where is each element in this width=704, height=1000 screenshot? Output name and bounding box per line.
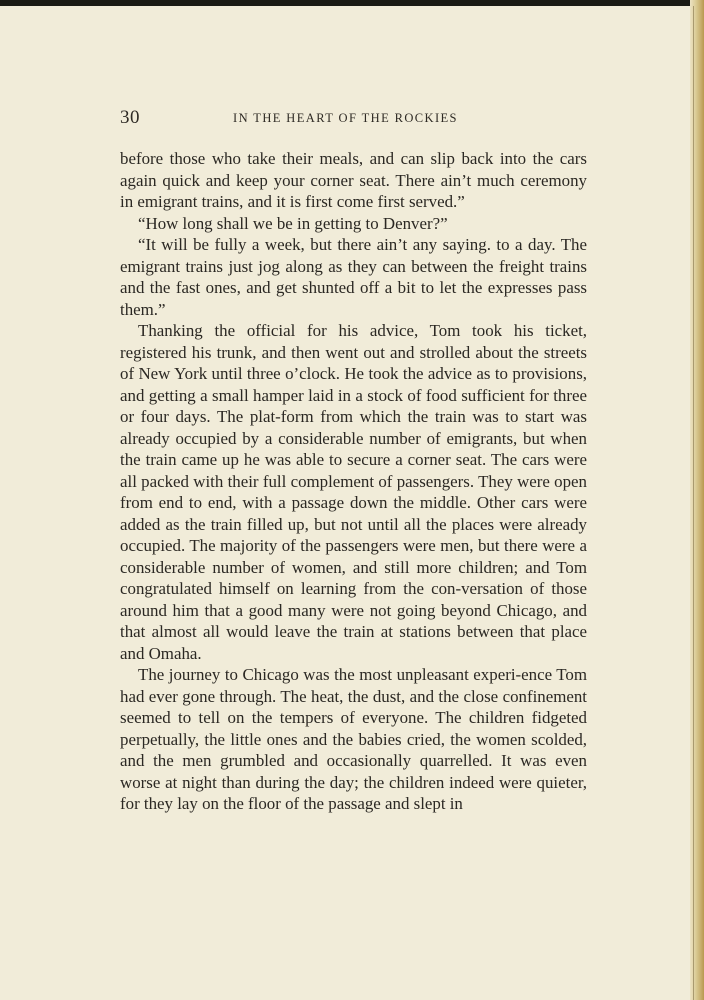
running-head: IN THE HEART OF THE ROCKIES [233,111,458,125]
page-fold-line [693,6,694,1000]
page-header [120,107,585,131]
body-text [120,148,587,815]
paragraph: Thanking the official for his advice, Tom took his ticket, registered his trunk, and then went out and strolled about the streets of New York until three o’clock. He took the advice as to provisions, and getting a small hamper laid in a stock of food sufficient for three or four days. The plat-form from which the train was to start was already occupied by a considerable number of emigrants, but when the train came up he was able to secure a corner seat. The cars were all packed with their full complement of passengers. They were open from end to end, with a passage down the middle. Other cars were added as the train filled up, but not until all the places were already occupied. The majority of the passengers were men, but there were a considerable number of women, and still more children; and Tom congratulated himself on learning from the con-versation of those around him that a good many were not going beyond Chicago, and that almost all would leave the train at stations between that place and Omaha. [120,321,587,663]
paragraph: before those who take their meals, and can slip back into the cars again quick and keep your corner seat. There ain’t much ceremony in emigrant trains, and it is first come first served.” [120,149,587,211]
page-number: 30 [120,107,140,128]
page-top-edge [0,0,704,6]
paragraph: “How long shall we be in getting to Denver?” [138,213,448,233]
paragraph: The journey to Chicago was the most unpleasant experi-ence Tom had ever gone through. The heat, the dust, and the close confinement seemed to tell on the tempers of everyone. The children fidgeted perpetually, the little ones and the babies cried, the women scolded, and the men grumbled and occasionally quarrelled. It was even worse at night than during the day; the children indeed were quieter, for they lay on the floor of the passage and slept in [120,665,587,813]
paragraph: “It will be fully a week, but there ain’t any saying. to a day. The emigrant trains just jog along as they can between the freight trains and the fast ones, and get shunted off a bit to let the expresses pass them.” [120,235,587,319]
